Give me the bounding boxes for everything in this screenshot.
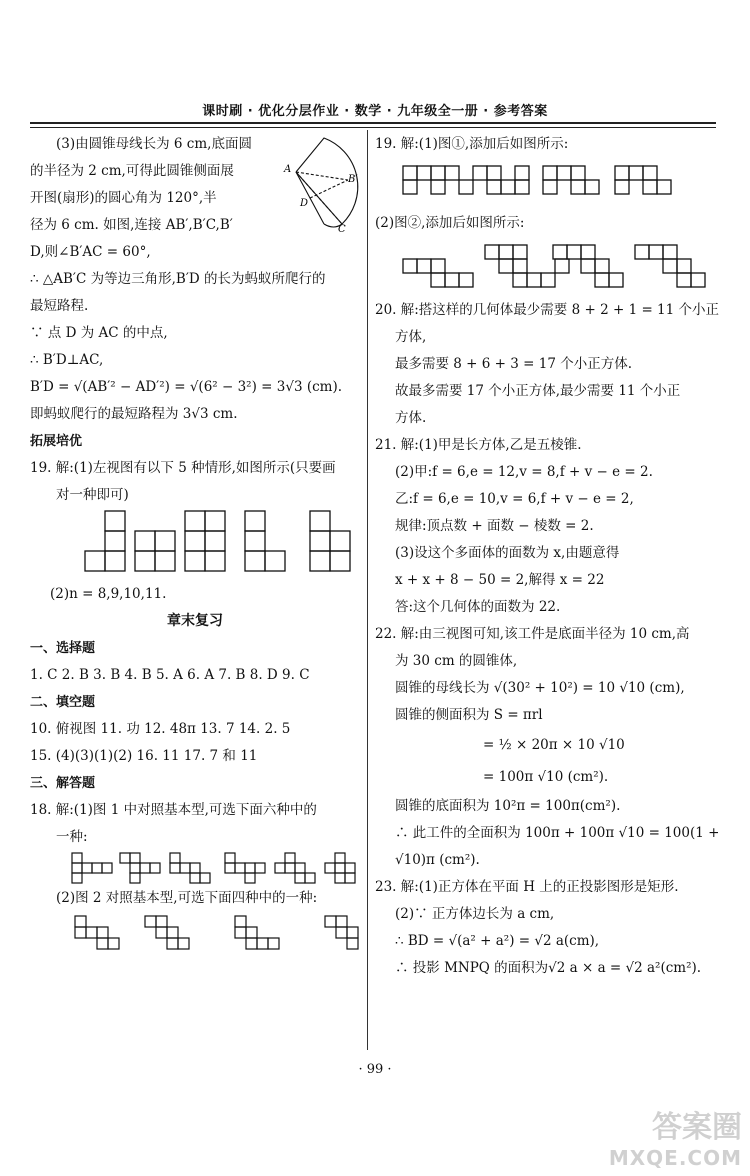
- answer-line: (2)∵ 正方体边长为 a cm,: [395, 906, 555, 922]
- cube-arrangement-diagram: [375, 158, 715, 210]
- net-figures-four: [30, 912, 360, 952]
- fill-answers: 15. (4)(3)(1)(2) 16. 11 17. 7 和 11: [30, 748, 258, 764]
- cube-figures-2: [375, 237, 715, 297]
- answer-line: (2)图 2 对照基本型,可选下面四种中的一种:: [56, 890, 318, 906]
- right-column: [375, 131, 720, 982]
- answer-line: 方体.: [395, 410, 427, 426]
- section-heading: 二、填空题: [30, 695, 96, 710]
- answer-line: 最短路程.: [30, 298, 89, 314]
- header-rule: [30, 122, 716, 124]
- cube-net-diagram: [30, 912, 360, 952]
- cube-arrangement-diagram: [375, 237, 715, 297]
- left-view-figures: [30, 509, 360, 573]
- answer-line: 开图(扇形)的圆心角为 120°,半: [30, 190, 217, 206]
- answer-line: 方体,: [395, 329, 427, 345]
- answer-line: ∴ B′D⊥AC,: [30, 352, 104, 368]
- answer-line: (2)甲:f = 6,e = 12,v = 8,f + v − e = 2.: [395, 464, 653, 480]
- label-d: D: [300, 198, 309, 209]
- fill-answers: 10. 俯视图 11. 功 12. 48π 13. 7 14. 2. 5: [30, 721, 291, 737]
- answer-line: 22. 解:由三视图可知,该工件是底面半径为 10 cm,高: [375, 626, 690, 642]
- label-b-prime: B′: [348, 174, 358, 185]
- net-figures-six: [30, 851, 360, 885]
- answer-line: 乙:f = 6,e = 10,v = 6,f + v − e = 2,: [395, 491, 634, 507]
- answer-line: 最多需要 8 + 6 + 3 = 17 个小正方体.: [395, 356, 633, 372]
- answer-line: 圆锥的母线长为 √(30² + 10²) = 10 √10 (cm),: [395, 680, 685, 696]
- spacer: [30, 573, 360, 581]
- watermark-logo: [609, 1102, 742, 1170]
- answer-line: 圆锥的底面积为 10²π = 100π(cm²).: [395, 798, 621, 814]
- section-heading: 三、解答题: [30, 776, 96, 791]
- section-heading: 一、选择题: [30, 641, 96, 656]
- answer-line: 23. 解:(1)正方体在平面 H 上的正投影图形是矩形.: [375, 879, 679, 895]
- answer-line: ∴ △AB′C 为等边三角形,B′D 的长为蚂蚁所爬行的: [30, 271, 326, 287]
- answer-line: = 100π √10 (cm²).: [483, 769, 609, 785]
- answer-line: 即蚂蚁爬行的最短路程为 3√3 cm.: [30, 406, 238, 422]
- answer-line: √10)π (cm²).: [395, 852, 480, 868]
- left-column: [30, 131, 360, 952]
- answer-line: (3)设这个多面体的面数为 x,由题意得: [395, 545, 620, 561]
- answer-line: D,则∠B′AC = 60°,: [30, 244, 151, 260]
- cone-diagram: [282, 132, 364, 232]
- answer-line: B′D = √(AB′² − AD′²) = √(6² − 3²) = 3√3 (cm).: [30, 379, 343, 395]
- answer-line: 一种:: [56, 829, 88, 845]
- watermark-url: MXQE.COM: [608, 1146, 742, 1170]
- header-rule-thin: [30, 127, 716, 128]
- column-divider: [367, 130, 368, 1050]
- answer-line: x + x + 8 − 50 = 2,解得 x = 22: [395, 572, 605, 588]
- answer-line: 19. 解:(1)图①,添加后如图所示:: [375, 136, 569, 152]
- choice-answers: 1. C 2. B 3. B 4. B 5. A 6. A 7. B 8. D 9. C: [30, 667, 310, 683]
- watermark-text: 答案圈: [652, 1110, 742, 1145]
- left-view-diagram: [30, 509, 360, 573]
- cube-net-diagram: [30, 851, 360, 885]
- answer-line: 答:这个几何体的面数为 22.: [395, 599, 561, 615]
- page-header: 课时刷 · 优化分层作业 · 数学 · 九年级全一册 · 参考答案: [202, 104, 548, 119]
- answer-line: ∴ 此工件的全面积为 100π + 100π √10 = 100(1 +: [395, 825, 720, 841]
- answer-line: = ½ × 20π × 10 √10: [483, 737, 625, 753]
- answer-line: ∵ 点 D 为 AC 的中点,: [30, 325, 168, 341]
- answer-line: 20. 解:搭这样的几何体最少需要 8 + 2 + 1 = 11 个小正: [375, 302, 720, 318]
- section-heading: 拓展培优: [30, 434, 83, 449]
- page-number: · 99 ·: [358, 1062, 392, 1077]
- answer-line: (2)图②,添加后如图所示:: [375, 215, 525, 231]
- answer-line: 圆锥的侧面积为 S = πrl: [395, 707, 543, 723]
- answer-line: 18. 解:(1)图 1 中对照基本型,可选下面六种中的: [30, 802, 317, 818]
- answer-line: ∴ 投影 MNPQ 的面积为√2 a × a = √2 a²(cm²).: [395, 960, 702, 976]
- answer-line: 为 30 cm 的圆锥体,: [395, 653, 518, 669]
- cube-figures-1: [375, 158, 715, 210]
- chapter-title: 章末复习: [167, 613, 223, 629]
- label-c: C: [338, 224, 346, 232]
- answer-line: (2)n = 8,9,10,11.: [50, 586, 167, 602]
- answer-line: 21. 解:(1)甲是长方体,乙是五棱锥.: [375, 437, 582, 453]
- answer-line: 故最多需要 17 个小正方体,最少需要 11 个小正: [395, 383, 681, 399]
- answer-line: (3)由圆锥母线长为 6 cm,底面圆: [56, 136, 252, 152]
- answer-line: ∴ BD = √(a² + a²) = √2 a(cm),: [395, 933, 600, 949]
- label-a: A: [284, 164, 292, 175]
- answer-line: 的半径为 2 cm,可得此圆锥侧面展: [30, 163, 234, 179]
- answer-line: 径为 6 cm. 如图,连接 AB′,B′C,B′: [30, 217, 233, 233]
- answer-line: 19. 解:(1)左视图有以下 5 种情形,如图所示(只要画: [30, 460, 336, 476]
- answer-line: 对一种即可): [56, 487, 129, 503]
- answer-line: 规律:顶点数 + 面数 − 棱数 = 2.: [395, 518, 594, 534]
